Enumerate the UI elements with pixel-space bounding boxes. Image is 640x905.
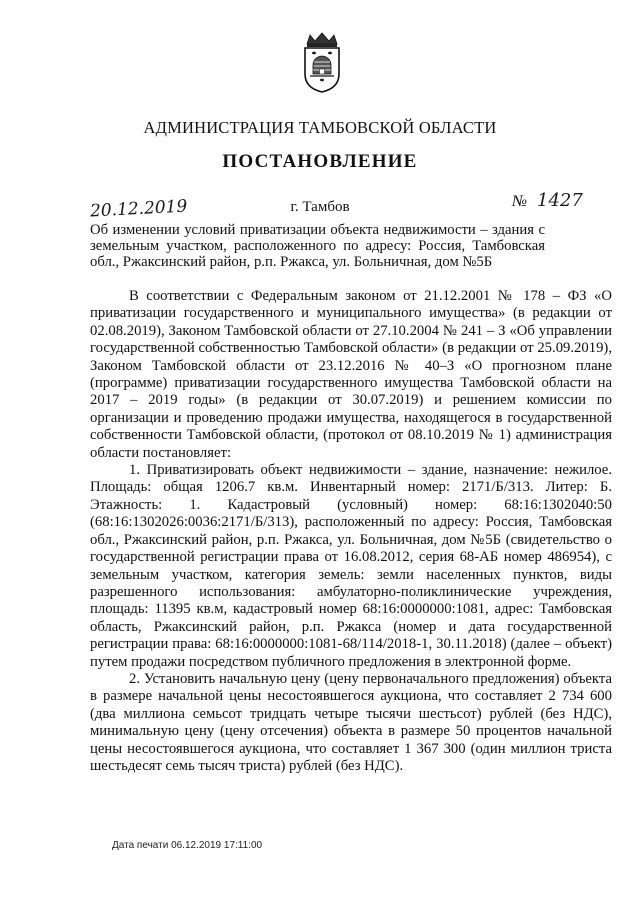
preamble-paragraph: В соответствии с Федеральным законом от 21.12.2001 № 178 – ФЗ «О приватизации государственного и муниципального имущества» (в редакции от 02.08.2019), Законом Тамбовской области от 27.10.2004 № 241 – З «Об управлении государственной собственностью Тамбовской области» (в редакции от 25.09.2019), Законом Тамбовской области от 23.12.2016 № 40–З «О прогнозном плане (программе) приватизации государственного имущества Тамбовской области на 2017 – 2019 годы» (в редакции от 30.07.2019) и решением комиссии по организации и проведению продажи имущества, находящегося в государственной собственности Тамбовской области, (протокол от 08.10.2019 № 1) администрация области постановляет:: [90, 288, 612, 461]
document-type-title: ПОСТАНОВЛЕНИЕ: [222, 151, 418, 172]
city-label: г. Тамбов: [290, 199, 350, 215]
document-subject: Об изменении условий приватизации объекта недвижимости – здания с земельным участком, расположенного по адресу: Россия, Тамбовская обл., Ржаксинский район, р.п. Ржакса, ул. Больничная, дом №5Б: [90, 222, 545, 270]
clause-1-paragraph: 1. Приватизировать объект недвижимости – здание, назначение: нежилое. Площадь: общая 1206.7 кв.м. Инвентарный номер: 2171/Б/313. Литер: Б. Этажность: 1. Кадастровый (условный) номер: 68:16:1302040:50 (68:16:1302026:0036:2171/Б/313), расположенный по адресу: Россия, Тамбовская обл., Ржаксинский район, р.п. Ржакса, ул. Больничная, дом №5Б (свидетельство о государственной регистрации права от 16.08.2012, серия 68-АБ номер 486954), с земельным участком, категория земель: земли населенных пунктов, виды разрешенного использования: амбулаторно-поликлинические учреждения, площадь: 11395 кв.м, кадастровый номер 68:16:0000000:1081, адрес: Тамбовская область, Ржаксинский район, р.п. Ржакса (номер и дата государственной регистрации права: 68:16:0000000:1081-68/114/2018-1, 30.11.2018) (далее – объект) путем продажи посредством публичного предложения в электронной форме.: [90, 462, 612, 670]
organization-name: АДМИНИСТРАЦИЯ ТАМБОВСКОЙ ОБЛАСТИ: [143, 118, 497, 137]
document-body: [90, 288, 612, 775]
coat-of-arms-emblem: [299, 30, 345, 94]
print-date-footer: Дата печати 06.12.2019 17:11:00: [112, 840, 263, 851]
number-sign: №: [512, 193, 528, 210]
clause-2-paragraph: 2. Установить начальную цену (цену первоначального предложения) объекта в размере начальной цены несостоявшегося аукциона, что составляет 2 734 600 (два миллиона семьсот тридцать четыре тысячи шестьсот) рублей (без НДС), минимальную цену (цену отсечения) объекта в размере 50 процентов начальной цены несостоявшегося аукциона, что составляет 1 367 300 (один миллион триста шестьдесят семь тысяч триста) рублей (без НДС).: [90, 670, 612, 774]
handwritten-date: 20.12.2019: [89, 196, 188, 222]
handwritten-document-number: 1427: [537, 190, 583, 211]
